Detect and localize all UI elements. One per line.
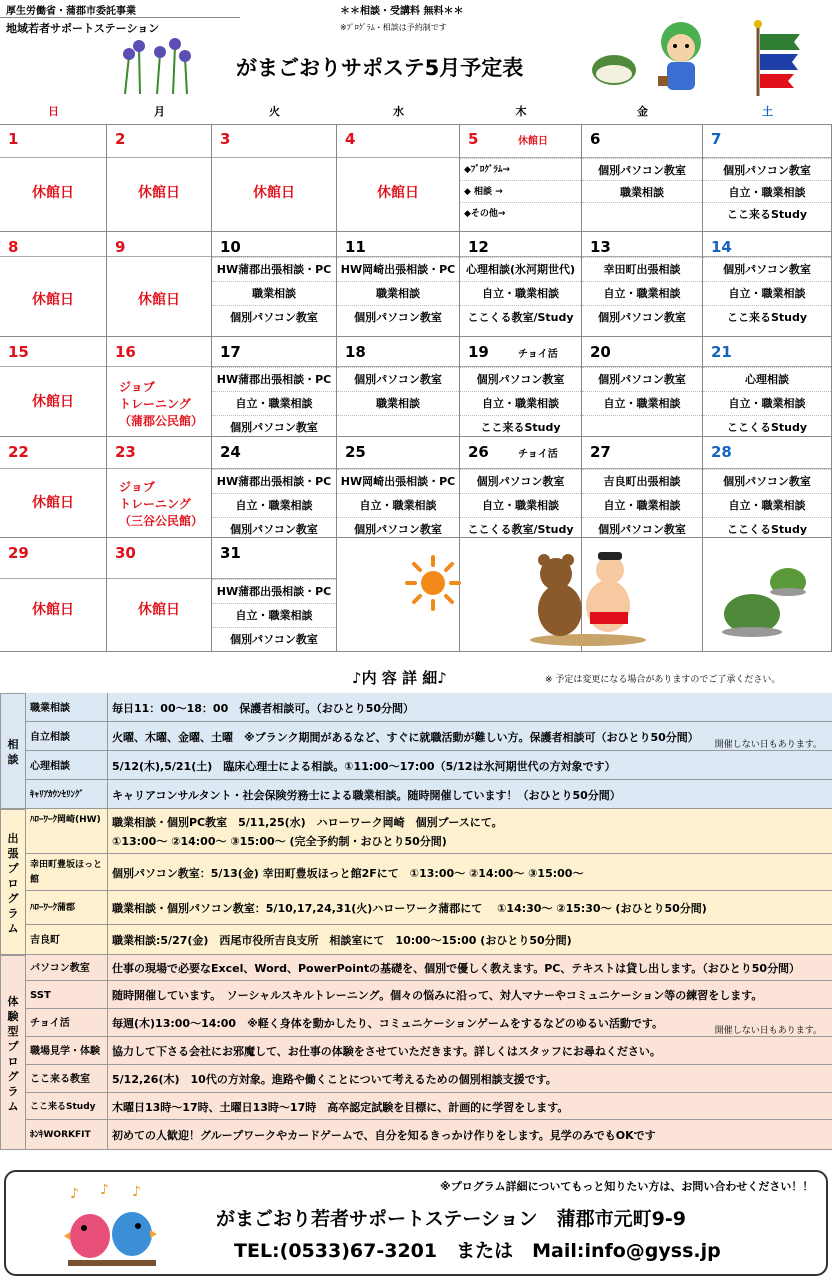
detail-row-note: 開催しない日もあります。 xyxy=(714,740,822,750)
schedule-item: 個別パソコン教室 xyxy=(337,305,459,329)
day-number: 16 xyxy=(115,343,136,361)
detail-row-text: 木曜日13時～17時、土曜日13時～17時 高卒認定試験を目標に、計画的に学習をします。 xyxy=(112,1100,569,1114)
schedule-item: 個別パソコン教室 xyxy=(337,517,459,541)
job-training-line: トレーニング xyxy=(119,497,191,511)
schedule-item: ここ来るStudy xyxy=(460,415,581,439)
svg-text:♪: ♪ xyxy=(132,1184,141,1200)
day-number: 26 xyxy=(468,443,489,461)
closed-label: 休館日 xyxy=(32,185,74,201)
schedule-item: 個別パソコン教室 xyxy=(460,469,581,493)
detail-row xyxy=(26,891,832,925)
group-label-char: プ xyxy=(7,1039,19,1053)
calendar-day-cell xyxy=(212,437,337,538)
detail-row-note: 開催しない日もあります。 xyxy=(714,1026,822,1036)
schedule-item: 職業相談 xyxy=(337,391,459,415)
group-label xyxy=(0,809,26,955)
detail-row-label: ｷｬﾘｱｶｳﾝｾﾘﾝｸﾞ xyxy=(26,780,108,808)
day-number: 7 xyxy=(711,130,722,148)
detail-row-label: 職業相談 xyxy=(26,693,108,721)
cell-divider xyxy=(0,157,106,158)
detail-row xyxy=(26,722,832,751)
cell-divider xyxy=(212,157,336,158)
calendar xyxy=(0,100,832,653)
day-tag: 休館日 xyxy=(518,136,548,147)
detail-row xyxy=(26,981,832,1009)
schedule-item: 自立・職業相談 xyxy=(582,391,702,415)
day-number: 28 xyxy=(711,443,732,461)
day-number: 11 xyxy=(345,238,366,256)
calendar-day-cell xyxy=(337,337,460,437)
job-training-line: トレーニング xyxy=(119,397,191,411)
detail-row xyxy=(26,809,832,854)
sun-icon xyxy=(405,555,461,611)
schedule-item: 個別パソコン教室 xyxy=(703,257,831,281)
group-label-char: ラ xyxy=(7,1084,19,1098)
schedule-item: 自立・職業相談 xyxy=(212,493,336,517)
schedule-item: ここ来るStudy xyxy=(703,305,831,329)
schedule-item: ここくるStudy xyxy=(703,517,831,541)
schedule-item: 吉良町出張相談 xyxy=(582,469,702,493)
detail-row-label: 幸田町豊坂ほっと館 xyxy=(26,854,108,890)
detail-row-label: ここ来る教室 xyxy=(26,1065,108,1092)
schedule-item: 心理相談 xyxy=(703,367,831,391)
detail-row-label: 職場見学・体験 xyxy=(26,1037,108,1064)
group-label-char: プ xyxy=(7,861,19,875)
day-number: 19 xyxy=(468,343,489,361)
closed-label: 休館日 xyxy=(377,185,419,201)
details-header xyxy=(0,655,832,693)
calendar-day-cell xyxy=(212,124,337,232)
detail-row xyxy=(26,925,832,955)
singing-birds-icon xyxy=(62,1184,158,1268)
header-divider xyxy=(0,17,240,18)
schedule-item: 自立・職業相談 xyxy=(337,493,459,517)
day-number: 1 xyxy=(8,130,19,148)
detail-row-label: チョイ活 xyxy=(26,1009,108,1036)
day-number: 15 xyxy=(8,343,29,361)
change-note: ※ 予定は変更になる場合がありますのでご了承ください。 xyxy=(545,675,781,685)
schedule-item: 職業相談 xyxy=(582,180,702,204)
calendar-day-cell xyxy=(212,232,337,337)
detail-row-text: 職業相談・個別パソコン教室：5/10,17,24,31(火)ハローワーク蒲郡にて ①14:30～ ②15:30～ (おひとり50分間) xyxy=(112,902,707,915)
group-label xyxy=(0,955,26,1150)
closed-label: 休館日 xyxy=(32,602,74,618)
closed-label: 休館日 xyxy=(138,185,180,201)
detail-row-label: ﾊﾛｰﾜｰｸ岡崎(HW) xyxy=(26,809,108,853)
schedule-item xyxy=(582,415,702,439)
schedule-item xyxy=(582,202,702,226)
detail-row-text: 5/12(木),5/21(土) 臨床心理士による相談。①11:00～17:00（5/12は氷河期世代の方対象です） xyxy=(112,759,616,773)
calendar-day-cell xyxy=(212,337,337,437)
detail-row-text: 随時開催しています。 ソーシャルスキルトレーニング。個々の悩みに沿って、対人マナーやコミュニケーション等の練習をします。 xyxy=(112,989,763,1002)
schedule-item: 個別パソコン教室 xyxy=(212,305,336,329)
schedule-item: HW蒲郡出張相談・PC xyxy=(212,257,336,281)
schedule-item: ここ来るStudy xyxy=(703,202,831,226)
schedule-item: HW岡崎出張相談・PC xyxy=(337,257,459,281)
bear-sumo-icon xyxy=(528,550,648,646)
group-label-char: グ xyxy=(7,891,19,905)
detail-row-text: 初めての人歓迎！グループワークやカードゲームで、自分を知るきっかけ作りをします。見学のみでもOKです xyxy=(112,1129,656,1142)
calendar-day-cell xyxy=(337,232,460,337)
schedule-item: HW岡崎出張相談・PC xyxy=(337,469,459,493)
calendar-day-cell xyxy=(337,124,460,232)
day-number: 23 xyxy=(115,443,136,461)
day-number: 27 xyxy=(590,443,611,461)
detail-row xyxy=(26,1037,832,1065)
group-label-char: ロ xyxy=(7,1054,19,1068)
day-number: 21 xyxy=(711,343,732,361)
cell-divider xyxy=(0,468,106,469)
weekday-header: 木 xyxy=(460,100,582,125)
closed-label: 休館日 xyxy=(32,291,74,308)
job-training-label xyxy=(119,479,203,530)
schedule-item: 個別パソコン教室 xyxy=(703,158,831,182)
calendar-day-cell xyxy=(460,232,582,337)
calendar-day-cell xyxy=(460,337,582,437)
cell-divider xyxy=(0,578,106,579)
page-title: がまごおりサポステ5月予定表 xyxy=(236,56,524,80)
job-training-line: ジョブ xyxy=(119,480,155,494)
schedule-item: 幸田町出張相談 xyxy=(582,257,702,281)
schedule-item: ここくるStudy xyxy=(703,415,831,439)
group-label-char: 型 xyxy=(7,1024,19,1038)
frog-mascot-icon xyxy=(650,18,712,98)
reservation-text: ※ﾌﾟﾛｸﾞﾗﾑ・相談は予約制です xyxy=(340,23,447,32)
legend-item: ◆その他→ xyxy=(460,202,581,226)
schedule-item: HW蒲郡出張相談・PC xyxy=(212,579,336,603)
schedule-item: 自立・職業相談 xyxy=(703,281,831,305)
day-number: 5 xyxy=(468,130,479,148)
schedule-item: 職業相談 xyxy=(337,281,459,305)
cell-divider xyxy=(107,256,211,257)
calendar-day-cell xyxy=(582,124,703,232)
detail-row xyxy=(26,955,832,981)
kashiwa-mochi-icon xyxy=(590,48,638,88)
day-number: 31 xyxy=(220,544,241,562)
group-label-char: 験 xyxy=(7,1009,19,1023)
day-number: 20 xyxy=(590,343,611,361)
schedule-item: 個別パソコン教室 xyxy=(582,517,702,541)
detail-row xyxy=(26,1093,832,1120)
schedule-item xyxy=(337,415,459,439)
calendar-day-cell xyxy=(703,437,832,538)
cell-divider xyxy=(0,366,106,367)
calendar-day-cell xyxy=(703,124,832,232)
schedule-item: 個別パソコン教室 xyxy=(703,469,831,493)
sponsor-text: 厚生労働省・蒲郡市委託事業 xyxy=(6,6,136,17)
closed-label: 休館日 xyxy=(138,602,180,618)
detail-row xyxy=(26,1065,832,1093)
day-number: 25 xyxy=(345,443,366,461)
detail-row-label: パソコン教室 xyxy=(26,955,108,980)
cell-divider xyxy=(107,578,211,579)
calendar-day-cell xyxy=(703,232,832,337)
schedule-item: 自立・職業相談 xyxy=(703,180,831,204)
cell-divider xyxy=(0,256,106,257)
calendar-day-cell xyxy=(460,124,582,232)
detail-row-text-2: ①13:00～ ②14:00～ ③15:00～ (完全予約制・おひとり50分間) xyxy=(112,835,447,848)
calendar-day-cell xyxy=(582,232,703,337)
detail-row xyxy=(26,751,832,780)
schedule-item: 自立・職業相談 xyxy=(703,493,831,517)
footer-name: がまごおり若者サポートステーション 蒲郡市元町9-9 xyxy=(216,1208,686,1230)
schedule-item: 個別パソコン教室 xyxy=(212,517,336,541)
job-training-line: （三谷公民館） xyxy=(119,514,204,528)
detail-row-text: 協力して下さる会社にお邪魔して、お仕事の体験をさせていただきます。詳しくはスタッフにお尋ねください。 xyxy=(112,1045,661,1058)
schedule-item: 個別パソコン教室 xyxy=(582,367,702,391)
cell-divider xyxy=(107,366,211,367)
group-label-char: 談 xyxy=(7,753,19,766)
day-number: 29 xyxy=(8,544,29,562)
schedule-item: 心理相談(氷河期世代) xyxy=(460,257,581,281)
day-number: 10 xyxy=(220,238,241,256)
closed-label: 休館日 xyxy=(32,394,74,410)
schedule-item: 職業相談 xyxy=(212,281,336,305)
fee-text: ＊＊相談・受講料 無料＊＊ xyxy=(340,6,464,17)
schedule-item: 自立・職業相談 xyxy=(212,391,336,415)
day-number: 13 xyxy=(590,238,611,256)
detail-row-text: 5/12,26(木) 10代の方対象。進路や働くことについて考えるための個別相談支援です。 xyxy=(112,1073,557,1086)
schedule-item: 自立・職業相談 xyxy=(460,281,581,305)
footer-contact[interactable]: TEL:(0533)67-3201 または Mail:info@gyss.jp xyxy=(234,1240,721,1262)
svg-text:♪: ♪ xyxy=(100,1184,109,1198)
schedule-item: 個別パソコン教室 xyxy=(337,367,459,391)
detail-row-text: 毎日11：00～18：00 保護者相談可。（おひとり50分間） xyxy=(112,701,415,715)
detail-row-text: 火曜、木曜、金曜、土曜 ※ブランク期間があるなど、すぐに就職活動が難しい方。保護者相談可（おひとり50分間） xyxy=(112,730,699,744)
details-heading: ♪内 容 詳 細♪ xyxy=(352,669,447,687)
job-training-line: （蒲郡公民館） xyxy=(119,414,204,428)
org-text: 地域若者サポートステーション xyxy=(6,22,160,35)
schedule-item: 個別パソコン教室 xyxy=(582,158,702,182)
group-label-char: ラ xyxy=(7,906,19,920)
calendar-day-cell xyxy=(0,124,107,232)
day-number: 24 xyxy=(220,443,241,461)
weekday-header: 火 xyxy=(212,100,337,125)
detail-row-text: 職業相談:5/27(金) 西尾市役所吉良支所 相談室にて 10:00～15:00 (おひとり50分間) xyxy=(112,934,572,947)
detail-row-label: SST xyxy=(26,981,108,1008)
group-label-char: 張 xyxy=(7,846,19,860)
detail-row-label: 吉良町 xyxy=(26,925,108,954)
detail-row xyxy=(26,693,832,722)
schedule-item: ここくる教室/Study xyxy=(460,305,581,329)
day-number: 2 xyxy=(115,130,126,148)
calendar-day-cell xyxy=(107,337,212,437)
legend-item: ◆ 相談 → xyxy=(460,180,581,204)
schedule-item: 個別パソコン教室 xyxy=(212,627,336,651)
schedule-item: 個別パソコン教室 xyxy=(582,305,702,329)
calendar-day-cell xyxy=(107,538,212,652)
calendar-day-cell xyxy=(0,538,107,652)
footer-note: ※プログラム詳細についてもっと知りたい方は、お問い合わせください！！ xyxy=(440,1180,814,1193)
job-training-label xyxy=(119,379,203,430)
group-label-char: ロ xyxy=(7,876,19,890)
weekday-header: 水 xyxy=(337,100,460,125)
schedule-item: HW蒲郡出張相談・PC xyxy=(212,367,336,391)
cell-divider xyxy=(107,157,211,158)
calendar-day-cell xyxy=(107,124,212,232)
day-number: 18 xyxy=(345,343,366,361)
day-number: 8 xyxy=(8,238,19,256)
group-label-char: 体 xyxy=(7,994,19,1008)
job-training-line: ジョブ xyxy=(119,380,155,394)
moss-ball-icon xyxy=(718,562,818,642)
detail-row-label: ここ来るStudy xyxy=(26,1093,108,1119)
calendar-day-cell xyxy=(582,437,703,538)
iris-flowers-icon xyxy=(115,36,195,94)
schedule-item: 自立・職業相談 xyxy=(460,493,581,517)
day-number: 22 xyxy=(8,443,29,461)
legend-item: ◆ﾌﾟﾛｸﾞﾗﾑ→ xyxy=(460,158,581,182)
day-number: 9 xyxy=(115,238,126,256)
schedule-item: 自立・職業相談 xyxy=(582,281,702,305)
cell-divider xyxy=(337,157,459,158)
calendar-day-cell xyxy=(582,337,703,437)
svg-text:♪: ♪ xyxy=(70,1186,79,1202)
day-number: 17 xyxy=(220,343,241,361)
day-number: 14 xyxy=(711,238,732,256)
cell-divider xyxy=(107,468,211,469)
weekday-header: 日 xyxy=(0,100,107,125)
schedule-item: 個別パソコン教室 xyxy=(212,415,336,439)
calendar-day-cell xyxy=(212,538,337,652)
detail-row-text: 毎週(木)13:00～14:00 ※軽く身体を動かしたり、コミュニケーションゲームをするなどのゆるい活動です。 xyxy=(112,1017,664,1030)
detail-row-label: 心理相談 xyxy=(26,751,108,779)
day-tag: チョイ活 xyxy=(518,449,558,460)
detail-row-label: ﾎﾝｷWORKFIT xyxy=(26,1120,108,1149)
koinobori-icon xyxy=(744,20,804,96)
group-label-char: ム xyxy=(7,1099,19,1113)
day-number: 3 xyxy=(220,130,231,148)
schedule-item: 自立・職業相談 xyxy=(582,493,702,517)
calendar-day-cell xyxy=(337,437,460,538)
detail-row-label: 自立相談 xyxy=(26,722,108,750)
detail-row-label: ﾊﾛｰﾜｰｸ蒲郡 xyxy=(26,891,108,924)
group-label-char: グ xyxy=(7,1069,19,1083)
detail-row-text: 個別パソコン教室：5/13(金) 幸田町豊坂ほっと館2Fにて ①13:00～ ②14:00～ ③15:00～ xyxy=(112,866,584,880)
schedule-item: 自立・職業相談 xyxy=(460,391,581,415)
day-tag: チョイ活 xyxy=(518,349,558,360)
detail-row xyxy=(26,780,832,809)
calendar-day-cell xyxy=(703,337,832,437)
detail-row-text: 仕事の現場で必要なExcel、Word、PowerPointの基礎を、個別で優しく教えます。PC、テキストは貸し出します。（おひとり50分間） xyxy=(112,962,801,975)
group-label-char: ム xyxy=(7,921,19,935)
group-label-char: 出 xyxy=(7,831,19,845)
calendar-day-cell xyxy=(0,232,107,337)
day-number: 4 xyxy=(345,130,356,148)
schedule-item: HW蒲郡出張相談・PC xyxy=(212,469,336,493)
weekday-header: 金 xyxy=(582,100,703,125)
schedule-item: ここくる教室/Study xyxy=(460,517,581,541)
footer-box xyxy=(4,1170,828,1276)
calendar-day-cell xyxy=(0,337,107,437)
schedule-item: 自立・職業相談 xyxy=(703,391,831,415)
detail-row-text: キャリアコンサルタント・社会保険労務士による職業相談。随時開催しています！（おひとり50分間） xyxy=(112,788,621,802)
schedule-item: 個別パソコン教室 xyxy=(460,367,581,391)
day-number: 12 xyxy=(468,238,489,256)
detail-row xyxy=(26,854,832,891)
detail-row-text: 職業相談・個別PC教室 5/11,25(水) ハローワーク岡崎 個別ブースにて。 xyxy=(112,816,503,829)
detail-row xyxy=(26,1120,832,1150)
weekday-header: 土 xyxy=(703,100,832,125)
weekday-header: 月 xyxy=(107,100,212,125)
calendar-day-cell xyxy=(460,437,582,538)
calendar-day-cell xyxy=(0,437,107,538)
closed-label: 休館日 xyxy=(32,494,74,511)
detail-row xyxy=(26,1009,832,1037)
day-number: 6 xyxy=(590,130,601,148)
closed-label: 休館日 xyxy=(253,185,295,201)
group-label-char: 相 xyxy=(7,738,19,751)
schedule-item: 自立・職業相談 xyxy=(212,603,336,627)
closed-label: 休館日 xyxy=(138,291,180,308)
group-label xyxy=(0,693,26,809)
calendar-day-cell xyxy=(107,232,212,337)
calendar-day-cell xyxy=(107,437,212,538)
day-number: 30 xyxy=(115,544,136,562)
